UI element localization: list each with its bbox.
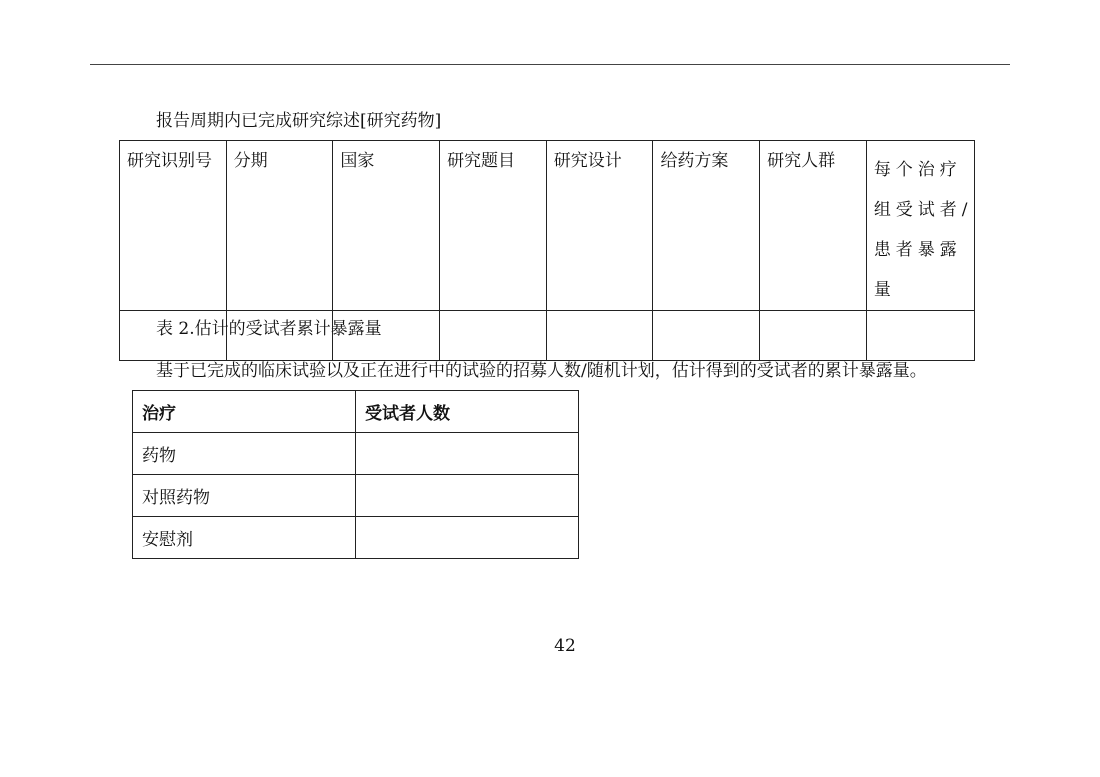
table-header-row [120, 141, 975, 311]
header-country: 国家 [333, 141, 440, 311]
count-cell [356, 517, 579, 559]
table-cell [653, 311, 760, 361]
page-number: 42 [554, 636, 576, 656]
cumulative-exposure-table [132, 390, 579, 559]
table-cell [866, 311, 974, 361]
header-exposure-per-arm: 每个治疗组受试者/患者暴露量 [866, 141, 974, 311]
treatment-cell: 安慰剂 [133, 517, 356, 559]
table1-caption: 报告周期内已完成研究综述[研究药物] [156, 111, 442, 131]
body-paragraph: 基于已完成的临床试验以及正在进行中的试验的招募人数/随机计划，估计得到的受试者的累计暴露量。 [156, 361, 927, 381]
header-study-design: 研究设计 [546, 141, 653, 311]
treatment-cell: 药物 [133, 433, 356, 475]
count-cell [356, 475, 579, 517]
header-dosing-regimen: 给药方案 [653, 141, 760, 311]
header-study-population: 研究人群 [760, 141, 867, 311]
header-treatment: 治疗 [133, 391, 356, 433]
table2-caption: 表 2.估计的受试者累计暴露量 [156, 319, 382, 339]
count-cell [356, 433, 579, 475]
table-cell [760, 311, 867, 361]
header-rule [90, 64, 1010, 65]
treatment-cell: 对照药物 [133, 475, 356, 517]
table-row [133, 433, 579, 475]
header-phase: 分期 [226, 141, 333, 311]
table-row [133, 517, 579, 559]
header-subject-count: 受试者人数 [356, 391, 579, 433]
header-study-id: 研究识别号 [120, 141, 227, 311]
table-header-row [133, 391, 579, 433]
table-row [133, 475, 579, 517]
table-cell [546, 311, 653, 361]
table-cell [440, 311, 547, 361]
header-study-title: 研究题目 [440, 141, 547, 311]
